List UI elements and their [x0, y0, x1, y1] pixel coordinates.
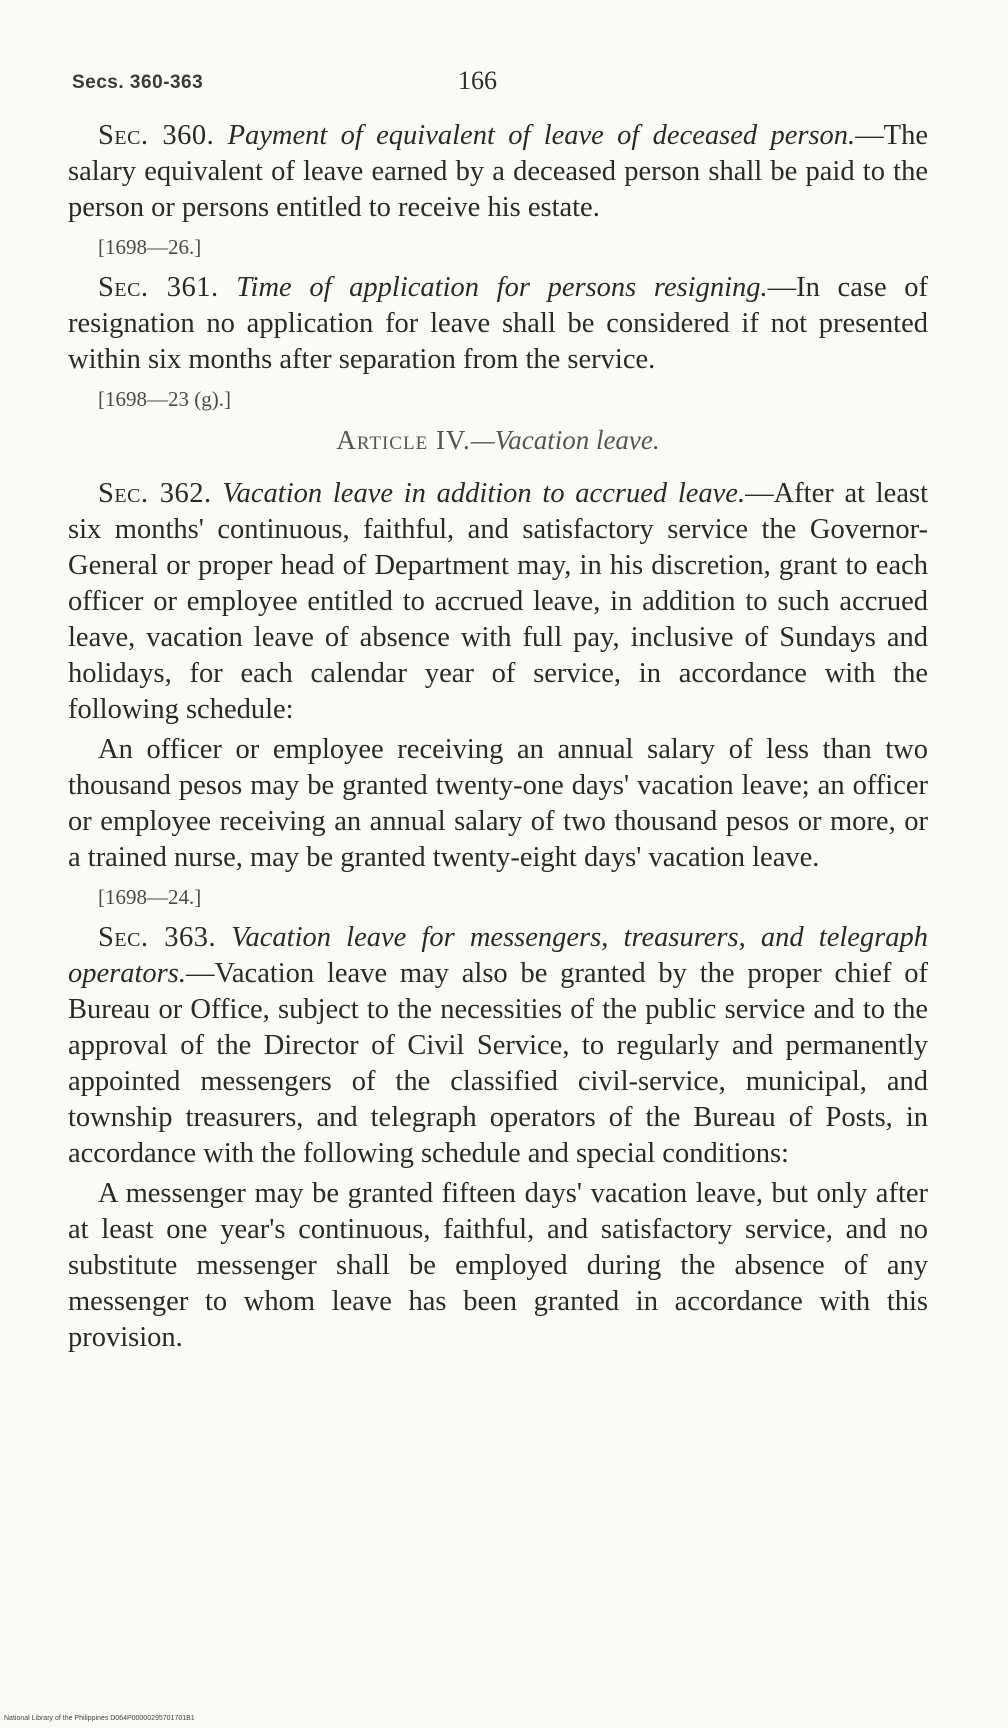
section-361-text: —In case of resignation no application for leave shall be considered if not presented within six months after separation from the service.	[68, 272, 929, 375]
section-360-text: —The salary equivalent of leave earned by a deceased person shall be paid to the person or persons entitled to receive his estate.	[68, 120, 928, 223]
section-361-title: Time of application for persons resigning.	[236, 272, 768, 303]
page-body	[68, 118, 928, 1356]
section-362-label: Sec. 362.	[98, 478, 212, 509]
section-360-citation: [1698—26.]	[98, 235, 202, 259]
section-360	[68, 118, 928, 226]
section-361-citation: [1698—23 (g).]	[98, 387, 231, 411]
article-heading	[68, 422, 928, 458]
scan-source-note: National Library of the Philippines D064P00000295701701B1	[4, 1715, 195, 1722]
section-362-title: Vacation leave in addition to accrued leave.	[222, 478, 746, 509]
article-title: —Vacation leave.	[470, 425, 660, 455]
page-number: 166	[458, 66, 497, 95]
section-362-citation: [1698—24.]	[98, 885, 202, 909]
section-range-label: Secs. 360-363	[72, 72, 204, 93]
section-362	[68, 476, 928, 728]
article-label: Article IV.	[336, 425, 471, 455]
section-363	[68, 920, 928, 1172]
section-363-title: Vacation leave for messengers, treasurers, and telegraph operators.	[68, 922, 929, 989]
section-363-label: Sec. 363.	[98, 922, 217, 953]
section-362-text: —After at least six months' continuous, faithful, and satisfactory service the Governor-General or proper head of Department may, in his discretion, grant to each officer or employee entitled to accrued leave, in addition to such accrued leave, vacation leave of absence with full pay, inclusive of Sundays and holidays, for each calendar year of service, in accordance with the following schedule:	[68, 478, 928, 725]
section-361	[68, 270, 928, 378]
page-header	[72, 66, 932, 106]
section-362-paragraph-2: An officer or employee receiving an annual salary of less than two thousand pesos may be granted twenty-one days' vacation leave; an officer or employee receiving an annual salary of two thousand pesos or more, or a trained nurse, may be granted twenty-eight days' vacation leave.	[68, 734, 928, 873]
section-360-label: Sec. 360.	[98, 120, 215, 151]
section-361-label: Sec. 361.	[98, 272, 219, 303]
section-363-text: —Vacation leave may also be granted by the proper chief of Bureau or Office, subject to the necessities of the public service and to the approval of the Director of Civil Service, to regularly and permanently appointed messengers of the classified civil-service, municipal, and township treasurers, and telegraph operators of the Bureau of Posts, in accordance with the following schedule and special conditions:	[68, 958, 928, 1169]
section-363-paragraph-2: A messenger may be granted fifteen days' vacation leave, but only after at least one year's continuous, faithful, and satisfactory service, and no substitute messenger shall be employed during the absence of any messenger to whom leave has been granted in accordance with this provision.	[68, 1178, 928, 1353]
section-360-title: Payment of equivalent of leave of deceased person.	[227, 120, 856, 151]
